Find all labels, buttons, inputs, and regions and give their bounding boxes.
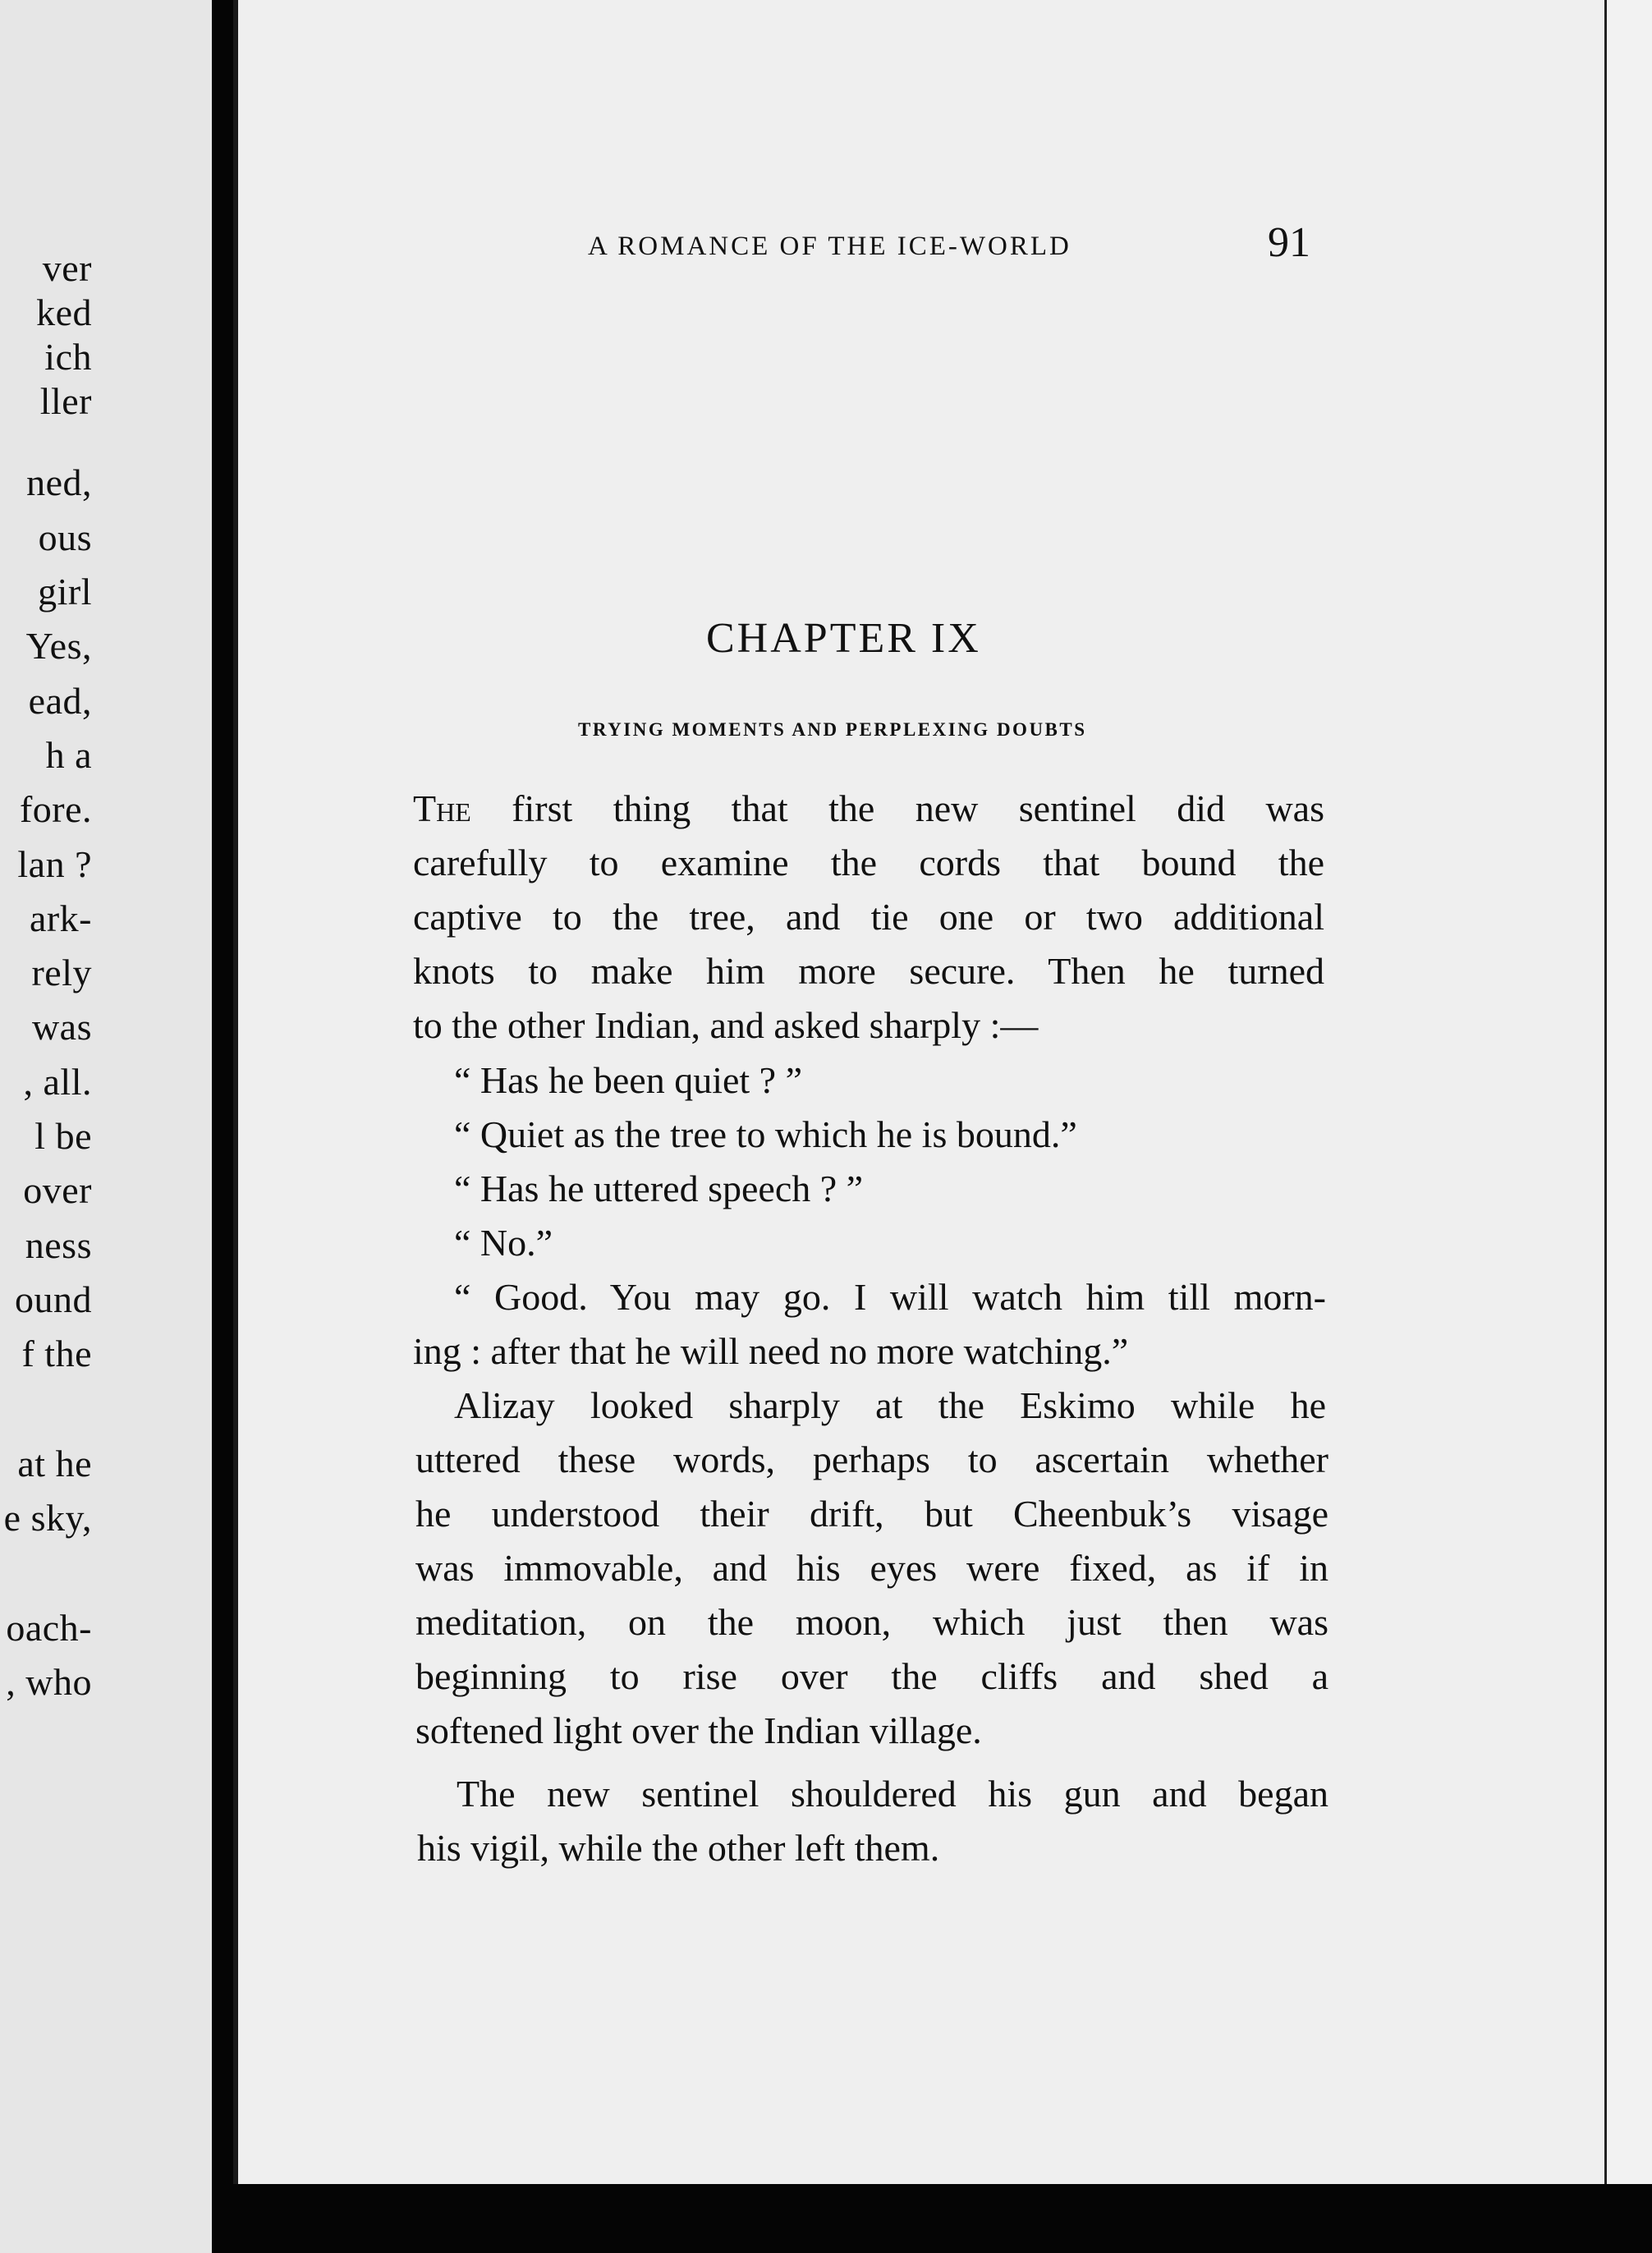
left-line: ller [39, 380, 92, 422]
body-line: he understood their drift, but Cheenbuk’s visage [415, 1495, 1328, 1535]
previous-page-fragment [0, 0, 212, 2253]
left-line: ich [44, 336, 92, 378]
left-line: lan ? [17, 843, 92, 885]
body-line: carefully to examine the cords that bound the [413, 844, 1324, 883]
body-line: uttered these words, perhaps to ascertain whether [415, 1441, 1328, 1480]
left-line: at he [17, 1443, 92, 1484]
left-line: Yes, [25, 625, 92, 667]
page-number: 91 [1268, 219, 1310, 266]
body-line-with-initial [413, 790, 1324, 831]
left-line: ous [38, 516, 92, 558]
body-line: beginning to rise over the cliffs and shed a [415, 1658, 1328, 1697]
left-line: girl [38, 571, 92, 613]
dialogue-line: “ Has he been quiet ? ” [454, 1059, 803, 1101]
left-line: ver [42, 247, 92, 289]
left-line: ked [36, 291, 92, 333]
body-line: knots to make him more secure. Then he turned [413, 952, 1324, 992]
body-line: his vigil, while the other left them. [417, 1827, 940, 1869]
dialogue-line: “ Good. You may go. I will watch him till morn- [454, 1278, 1326, 1318]
dialogue-line: “ No.” [454, 1222, 553, 1264]
body-line: to the other Indian, and asked sharply :— [413, 1004, 1039, 1046]
next-page-edge [1604, 0, 1652, 2253]
chapter-subtitle: TRYING MOMENTS AND PERPLEXING DOUBTS [578, 719, 1087, 740]
left-line: over [23, 1169, 92, 1211]
left-line: e sky, [3, 1497, 92, 1539]
left-line: ness [25, 1224, 92, 1266]
body-line: softened light over the Indian village. [415, 1709, 982, 1751]
book-gutter [212, 0, 233, 2253]
left-line: l be [34, 1115, 92, 1157]
scan-border [212, 2184, 1652, 2253]
running-head: A ROMANCE OF THE ICE-WORLD [588, 232, 1072, 261]
left-line: , who [6, 1661, 92, 1703]
first-word: The [413, 790, 471, 829]
left-line: rely [31, 952, 92, 993]
left-line: ound [15, 1278, 92, 1320]
body-line: captive to the tree, and tie one or two additional [413, 898, 1324, 938]
left-line: f the [21, 1333, 92, 1374]
dialogue-line: “ Has he uttered speech ? ” [454, 1168, 864, 1209]
left-line: was [31, 1006, 92, 1048]
left-line: ned, [26, 461, 92, 503]
left-line: h a [45, 734, 92, 776]
dialogue-line: “ Quiet as the tree to which he is bound.” [454, 1113, 1077, 1155]
body-line: ing : after that he will need no more watching.” [413, 1330, 1129, 1372]
body-line-text: first thing that the new sentinel did was [512, 790, 1324, 829]
body-line: Alizay looked sharply at the Eskimo while he [454, 1387, 1326, 1426]
left-line: oach- [6, 1607, 92, 1649]
left-line: ark- [29, 897, 92, 939]
left-line: , all. [23, 1061, 92, 1103]
body-line: meditation, on the moon, which just then was [415, 1604, 1328, 1643]
chapter-title: CHAPTER IX [706, 615, 981, 662]
left-line: ead, [28, 680, 92, 722]
body-line: was immovable, and his eyes were fixed, as if in [415, 1549, 1328, 1589]
body-line: The new sentinel shouldered his gun and began [457, 1775, 1328, 1815]
left-line: fore. [19, 788, 92, 830]
